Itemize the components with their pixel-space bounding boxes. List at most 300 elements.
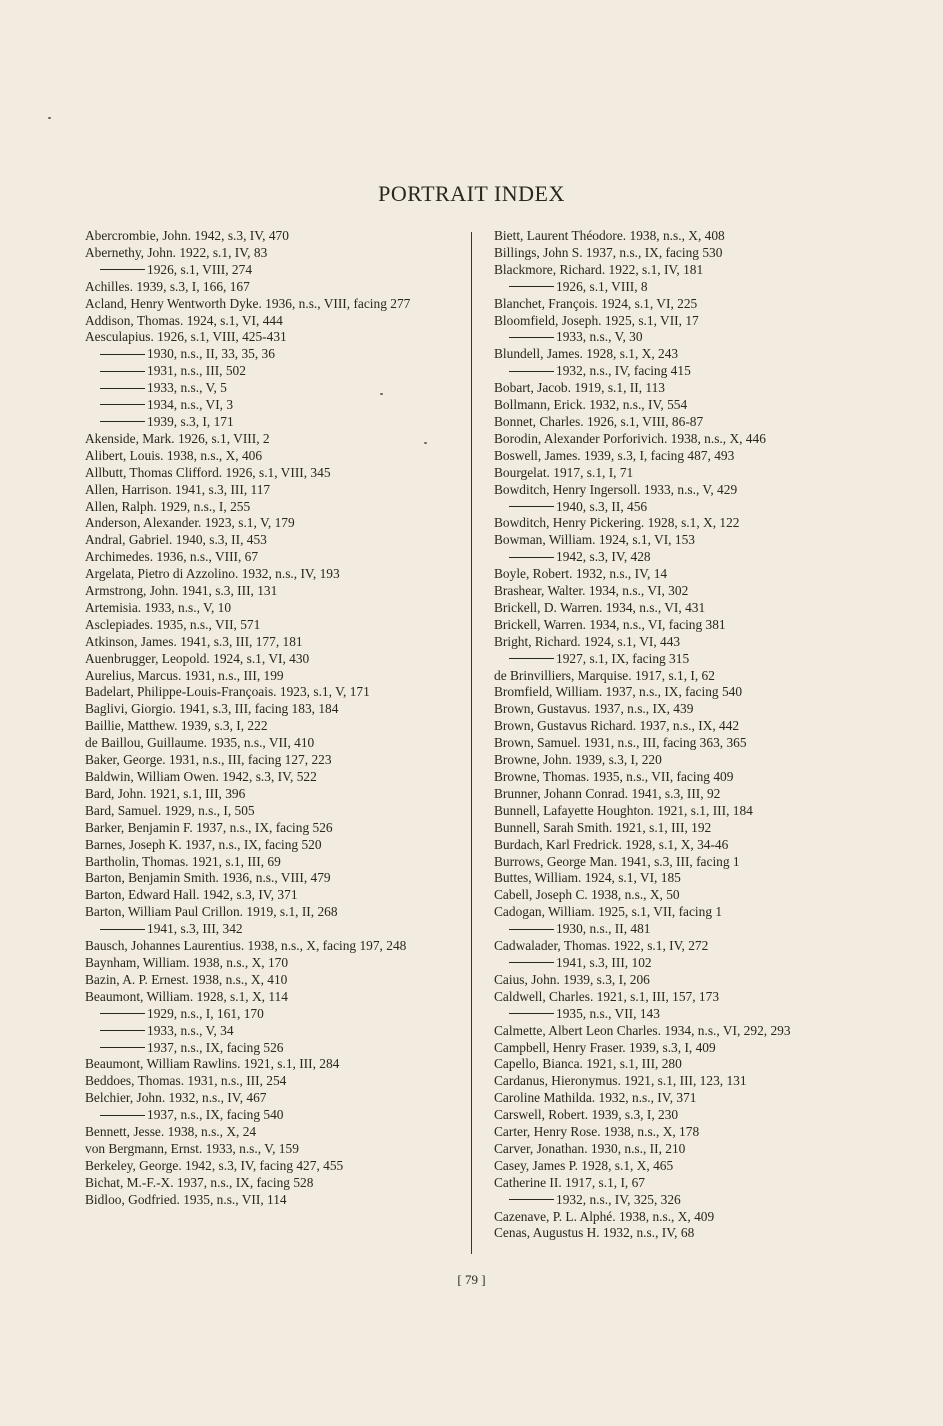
entry-reference: 1929, n.s., I, 255 — [160, 498, 251, 514]
entry-name: Carver, Jonathan. — [494, 1140, 588, 1156]
index-subentry — [85, 1023, 450, 1040]
entry-name: Boswell, James. — [494, 447, 581, 463]
entry-name: Browne, John. — [494, 752, 572, 768]
entry-reference: 1926, s.1, VIII, 425-431 — [157, 329, 287, 345]
index-entry — [85, 1158, 450, 1175]
entry-reference: 1932, n.s., IV, 68 — [603, 1225, 695, 1241]
entry-reference: 1932, n.s., IV, 193 — [241, 566, 340, 582]
entry-name: Addison, Thomas. — [85, 312, 184, 328]
index-entry — [494, 735, 862, 752]
index-entry — [494, 313, 862, 330]
ditto-rule — [509, 929, 554, 930]
entry-reference: 1938, n.s., X, 408 — [629, 228, 725, 243]
entry-name: Cazenave, P. L. Alphé. — [494, 1208, 616, 1224]
index-entry — [85, 296, 450, 313]
entry-name: Borodin, Alexander Porforivich. — [494, 430, 668, 446]
entry-name: Boyle, Robert. — [494, 566, 573, 582]
entry-reference: 1938, n.s., X, 406 — [166, 447, 263, 463]
ditto-rule — [509, 286, 554, 287]
entry-reference: 1934, n.s., VI, facing 381 — [589, 616, 726, 632]
entry-name: Auenbrugger, Leopold. — [85, 650, 210, 666]
ditto-rule — [509, 371, 554, 372]
entry-reference: 1924, s.1, VI, 443 — [584, 633, 681, 649]
entry-reference: 1921, s.1, III, 192 — [615, 819, 712, 835]
entry-name: Caldwell, Charles. — [494, 988, 594, 1004]
ditto-rule — [100, 354, 145, 355]
index-subentry — [85, 363, 450, 380]
entry-reference: 1937, n.s., IX, facing 540 — [147, 1107, 284, 1123]
entry-name: Blundell, James. — [494, 346, 583, 362]
entry-name: Barnes, Joseph K. — [85, 836, 182, 852]
entry-name: Casey, James P. — [494, 1157, 578, 1173]
entry-reference: 1924, s.1, VI, 444 — [186, 312, 283, 328]
entry-reference: 1924, s.1, VI, 153 — [598, 532, 695, 548]
entry-reference: 1931, n.s., III, facing 127, 223 — [169, 752, 332, 768]
entry-reference: 1932, n.s., IV, facing 415 — [556, 363, 691, 379]
index-entry — [85, 769, 450, 786]
entry-name: Brashear, Walter. — [494, 583, 586, 599]
index-entry — [494, 938, 862, 955]
index-subentry — [494, 651, 862, 668]
entry-name: Belchier, John. — [85, 1090, 166, 1106]
entry-name: Aurelius, Marcus. — [85, 667, 182, 683]
entry-name: Anderson, Alexander. — [85, 515, 202, 531]
entry-reference: 1933, n.s., V, 30 — [556, 329, 643, 345]
entry-name: Baldwin, William Owen. — [85, 769, 219, 784]
index-entry — [85, 701, 450, 718]
entry-name: Bollmann, Erick. — [494, 397, 586, 413]
index-subentry — [494, 363, 862, 380]
entry-reference: 1942, s.3, IV, 522 — [222, 769, 317, 784]
entry-reference: 1939, s.3, I, 222 — [180, 718, 268, 734]
index-entry — [494, 820, 862, 837]
entry-reference: 1936, n.s., VIII, facing 277 — [265, 295, 411, 311]
entry-reference: 1939, s.3, I, 230 — [591, 1107, 679, 1123]
entry-reference: 1932, n.s., IV, 467 — [168, 1090, 267, 1106]
entry-reference: 1919, s.1, II, 268 — [246, 904, 338, 920]
ditto-rule — [509, 1199, 554, 1200]
entry-reference: 1935, n.s., VII, facing 409 — [592, 769, 734, 784]
entry-reference: 1935, n.s., VII, 114 — [183, 1191, 287, 1207]
entry-reference: 1934, n.s., VI, 431 — [605, 599, 706, 615]
index-entry — [85, 515, 450, 532]
entry-reference: 1934, n.s., VI, 302 — [588, 583, 689, 599]
entry-reference: 1941, s.3, III, facing 1 — [620, 853, 740, 869]
entry-reference: 1933, n.s., V, 429 — [643, 481, 738, 497]
entry-name: Acland, Henry Wentworth Dyke. — [85, 295, 262, 311]
print-speck — [380, 393, 383, 395]
entry-reference: 1926, s.1, VIII, 2 — [177, 430, 270, 446]
entry-reference: 1921, s.1, III, 123, 131 — [624, 1073, 747, 1089]
entry-reference: 1930, n.s., II, 210 — [590, 1140, 686, 1156]
entry-name: Brown, Samuel. — [494, 735, 581, 751]
ditto-rule — [100, 1030, 145, 1031]
entry-name: Beaumont, William Rawlins. — [85, 1056, 241, 1072]
entry-reference: 1926, s.1, VIII, 8 — [556, 278, 648, 294]
index-entry — [494, 972, 862, 989]
entry-reference: 1942, s.3, IV, 470 — [194, 228, 289, 243]
entry-reference: 1941, s.3, III, 92 — [631, 785, 721, 801]
index-entry — [85, 600, 450, 617]
entry-name: Cadogan, William. — [494, 904, 595, 920]
entry-reference: 1923, s.1, V, 179 — [204, 515, 295, 531]
entry-reference: 1941, s.3, III, 342 — [147, 921, 243, 937]
entry-reference: 1935, n.s., VII, 143 — [556, 1005, 660, 1021]
index-entry — [494, 583, 862, 600]
entry-reference: 1937, n.s., IX, facing 540 — [605, 684, 743, 700]
index-entry — [494, 870, 862, 887]
entry-reference: 1926, s.1, VIII, 345 — [225, 464, 331, 480]
entry-reference: 1922, s.1, IV, 181 — [608, 261, 704, 277]
entry-reference: 1930, n.s., II, 33, 35, 36 — [147, 346, 275, 362]
entry-reference: 1932, n.s., IV, 325, 326 — [556, 1191, 681, 1207]
index-subentry — [494, 549, 862, 566]
index-entry — [85, 1124, 450, 1141]
index-entry — [494, 1158, 862, 1175]
entry-name: Atkinson, James. — [85, 633, 177, 649]
entry-name: Achilles. — [85, 278, 133, 294]
ditto-rule — [509, 506, 554, 507]
entry-name: Bartholin, Thomas. — [85, 853, 189, 869]
entry-name: Bichat, M.-F.-X. — [85, 1174, 174, 1190]
index-entry — [494, 431, 862, 448]
ditto-rule — [509, 557, 554, 558]
print-speck — [48, 117, 51, 119]
entry-reference: 1926, s.1, VIII, 86-87 — [587, 413, 704, 429]
index-entry — [85, 1090, 450, 1107]
index-entry — [494, 1040, 862, 1057]
entry-reference: 1923, s.1, V, 171 — [279, 684, 370, 700]
entry-name: Cadwalader, Thomas. — [494, 938, 611, 954]
entry-reference: 1924, s.1, VI, 185 — [584, 870, 681, 886]
index-entry — [494, 1225, 862, 1242]
index-entry — [85, 228, 450, 245]
entry-reference: 1925, s.1, VII, facing 1 — [598, 904, 723, 920]
entry-name: Billings, John S. — [494, 244, 583, 260]
entry-reference: 1939, s.3, I, 409 — [629, 1039, 716, 1055]
index-entry — [85, 972, 450, 989]
index-entry — [494, 752, 862, 769]
ditto-rule — [100, 929, 145, 930]
entry-reference: 1937, n.s., IX, facing 520 — [185, 836, 322, 852]
entry-name: Asclepiades. — [85, 616, 154, 632]
index-entry — [85, 854, 450, 871]
entry-name: Bazin, A. P. Ernest. — [85, 971, 189, 987]
entry-reference: 1941, s.3, III, 117 — [175, 481, 271, 497]
index-subentry — [494, 921, 862, 938]
entry-reference: 1928, s.1, X, 243 — [586, 346, 679, 362]
index-subentry — [85, 346, 450, 363]
index-entry — [494, 397, 862, 414]
print-speck — [424, 442, 427, 444]
entry-reference: 1931, n.s., III, 502 — [147, 363, 246, 379]
entry-reference: 1937, n.s., IX, 439 — [593, 701, 694, 717]
entry-reference: 1939, s.3, I, 220 — [575, 752, 662, 768]
index-entry — [494, 566, 862, 583]
ditto-rule — [509, 337, 554, 338]
entry-reference: 1917, s.1, I, 71 — [553, 464, 634, 480]
entry-reference: 1941, s.3, III, 102 — [556, 954, 652, 970]
entry-reference: 1938, n.s., X, facing 197, 248 — [247, 938, 407, 954]
entry-name: Brickell, Warren. — [494, 616, 587, 632]
entry-name: Carswell, Robert. — [494, 1107, 589, 1123]
entry-name: Barton, Benjamin Smith. — [85, 870, 219, 886]
index-entry — [494, 786, 862, 803]
entry-name: Baglivi, Giorgio. — [85, 701, 176, 717]
index-subentry — [85, 262, 450, 279]
index-subentry — [494, 329, 862, 346]
entry-name: de Brinvilliers, Marquise. — [494, 667, 632, 683]
entry-reference: 1937, n.s., IX, facing 526 — [147, 1039, 284, 1055]
index-column-left — [85, 228, 450, 1209]
index-entry — [85, 651, 450, 668]
entry-name: Bloomfield, Joseph. — [494, 312, 602, 328]
entry-reference: 1927, s.1, IX, facing 315 — [556, 650, 690, 666]
entry-name: Argelata, Pietro di Azzolino. — [85, 566, 239, 582]
index-entry — [85, 752, 450, 769]
entry-reference: 1941, s.3, III, 177, 181 — [180, 633, 303, 649]
entry-name: Brown, Gustavus Richard. — [494, 718, 637, 734]
index-entry — [494, 532, 862, 549]
index-entry — [85, 313, 450, 330]
ditto-rule — [509, 658, 554, 659]
entry-name: Beaumont, William. — [85, 988, 194, 1004]
index-entry — [494, 887, 862, 904]
entry-name: Caius, John. — [494, 971, 560, 987]
entry-name: Barton, William Paul Crillon. — [85, 904, 244, 920]
index-entry — [494, 1023, 862, 1040]
entry-name: Barton, Edward Hall. — [85, 887, 200, 903]
index-entry — [85, 870, 450, 887]
entry-name: Bard, John. — [85, 785, 147, 801]
index-entry — [85, 820, 450, 837]
column-divider — [471, 232, 472, 1254]
index-entry — [494, 701, 862, 718]
entry-name: Brown, Gustavus. — [494, 701, 591, 717]
entry-name: Bowditch, Henry Ingersoll. — [494, 481, 641, 497]
entry-reference: 1928, s.1, X, 34-46 — [625, 836, 729, 852]
entry-reference: 1929, n.s., I, 505 — [164, 802, 255, 818]
entry-reference: 1936, n.s., VIII, 479 — [222, 870, 331, 886]
entry-name: Brunner, Johann Conrad. — [494, 785, 629, 801]
entry-name: Bourgelat. — [494, 464, 550, 480]
index-entry — [494, 346, 862, 363]
index-subentry — [85, 397, 450, 414]
index-entry — [85, 1056, 450, 1073]
entry-reference: 1934, n.s., VI, 3 — [147, 397, 234, 413]
entry-reference: 1924, s.1, VI, 430 — [213, 650, 310, 666]
entry-reference: 1932, n.s., IV, 14 — [575, 566, 668, 582]
entry-reference: 1933, n.s., V, 5 — [147, 380, 227, 396]
index-entry — [494, 854, 862, 871]
index-entry — [494, 1073, 862, 1090]
entry-reference: 1938, n.s., X, 170 — [192, 954, 289, 970]
entry-name: Abernethy, John. — [85, 244, 176, 260]
entry-reference: 1928, s.1, X, 122 — [647, 515, 740, 531]
entry-reference: 1921, s.1, III, 280 — [586, 1056, 682, 1072]
index-subentry — [85, 1006, 450, 1023]
index-entry — [85, 617, 450, 634]
index-entry — [85, 1141, 450, 1158]
ditto-rule — [100, 269, 145, 270]
entry-name: Akenside, Mark. — [85, 430, 175, 446]
entry-name: Cenas, Augustus H. — [494, 1225, 600, 1241]
entry-name: Capello, Bianca. — [494, 1056, 583, 1072]
entry-reference: 1934, n.s., VI, 292, 293 — [664, 1022, 791, 1038]
entry-reference: 1938, n.s., X, 446 — [670, 430, 766, 446]
ditto-rule — [100, 421, 145, 422]
index-entry — [494, 1107, 862, 1124]
entry-name: Burdach, Karl Fredrick. — [494, 836, 622, 852]
ditto-rule — [509, 1013, 554, 1014]
index-entry — [85, 1073, 450, 1090]
index-entry — [85, 718, 450, 735]
entry-name: Bright, Richard. — [494, 633, 581, 649]
entry-name: Archimedes. — [85, 549, 154, 565]
index-entry — [494, 515, 862, 532]
entry-reference: 1921, s.1, III, 69 — [191, 853, 281, 869]
index-entry — [85, 465, 450, 482]
entry-name: de Baillou, Guillaume. — [85, 735, 207, 751]
entry-name: Armstrong, John. — [85, 583, 179, 599]
index-entry — [494, 1175, 862, 1192]
entry-reference: 1921, s.1, III, 157, 173 — [596, 988, 720, 1004]
entry-reference: 1938, n.s., X, 410 — [192, 971, 288, 987]
entry-name: Bidloo, Godfried. — [85, 1191, 180, 1207]
index-entry — [494, 769, 862, 786]
index-entry — [494, 448, 862, 465]
entry-reference: 1917, s.1, I, 67 — [565, 1174, 646, 1190]
index-entry — [85, 566, 450, 583]
index-entry — [494, 837, 862, 854]
index-entry — [85, 955, 450, 972]
entry-reference: 1938, n.s., X, 178 — [603, 1124, 700, 1140]
entry-name: Bowman, William. — [494, 532, 596, 548]
entry-name: Burrows, George Man. — [494, 853, 618, 869]
index-entry — [494, 617, 862, 634]
ditto-rule — [100, 1115, 145, 1116]
entry-name: Alibert, Louis. — [85, 447, 164, 463]
ditto-rule — [509, 962, 554, 963]
entry-name: Bunnell, Lafayette Houghton. — [494, 802, 654, 818]
index-entry — [494, 989, 862, 1006]
entry-reference: 1921, s.1, III, 396 — [149, 785, 246, 801]
entry-name: Barker, Benjamin F. — [85, 819, 193, 835]
entry-name: Baillie, Matthew. — [85, 718, 178, 734]
index-subentry — [494, 499, 862, 516]
entry-name: Brickell, D. Warren. — [494, 599, 603, 615]
index-subentry — [494, 1192, 862, 1209]
index-entry — [494, 634, 862, 651]
index-entry — [85, 668, 450, 685]
entry-reference: 1939, s.3, I, 166, 167 — [136, 278, 250, 294]
index-entry — [85, 431, 450, 448]
index-entry — [85, 583, 450, 600]
entry-reference: 1937, n.s., IX, facing 528 — [176, 1174, 314, 1190]
index-entry — [85, 938, 450, 955]
entry-reference: 1942, s.3, IV, 371 — [202, 887, 298, 903]
index-entry — [494, 262, 862, 279]
entry-name: Beddoes, Thomas. — [85, 1073, 185, 1089]
entry-reference: 1928, s.1, X, 465 — [581, 1157, 674, 1173]
entry-name: Bennett, Jesse. — [85, 1124, 165, 1140]
index-entry — [85, 448, 450, 465]
index-entry — [85, 904, 450, 921]
index-entry — [85, 1175, 450, 1192]
entry-reference: 1939, s.3, I, facing 487, 493 — [584, 447, 735, 463]
entry-name: Bromfield, William. — [494, 684, 603, 700]
entry-name: Artemisia. — [85, 599, 142, 615]
entry-reference: 1940, s.3, II, 453 — [175, 532, 267, 548]
entry-name: Carter, Henry Rose. — [494, 1124, 601, 1140]
entry-reference: 1937, n.s., IX, 442 — [639, 718, 740, 734]
index-entry — [494, 668, 862, 685]
index-entry — [494, 465, 862, 482]
index-entry — [85, 532, 450, 549]
entry-reference: 1942, s.3, IV, facing 427, 455 — [185, 1157, 344, 1173]
page-number: [ 79 ] — [457, 1272, 486, 1287]
ditto-rule — [100, 1013, 145, 1014]
index-entry — [494, 296, 862, 313]
entry-name: Browne, Thomas. — [494, 769, 590, 784]
index-entry — [494, 245, 862, 262]
entry-reference: 1936, n.s., VIII, 67 — [156, 549, 259, 565]
entry-name: Baynham, William. — [85, 954, 190, 970]
index-entry — [494, 904, 862, 921]
entry-reference: 1935, n.s., VII, 571 — [156, 616, 261, 632]
index-entry — [494, 1090, 862, 1107]
ditto-rule — [100, 388, 145, 389]
index-entry — [85, 887, 450, 904]
index-entry — [494, 380, 862, 397]
entry-name: Andral, Gabriel. — [85, 532, 173, 548]
entry-name: Catherine II. — [494, 1174, 562, 1190]
entry-reference: 1941, s.3, III, 131 — [181, 583, 278, 599]
index-entry — [85, 482, 450, 499]
entry-reference: 1938, n.s., X, 50 — [591, 887, 680, 903]
entry-name: Allbutt, Thomas Clifford. — [85, 464, 223, 480]
index-subentry — [494, 1006, 862, 1023]
entry-reference: 1921, s.1, III, 184 — [657, 802, 753, 818]
entry-reference: 1931, n.s., III, 199 — [184, 667, 284, 683]
ditto-rule — [100, 371, 145, 372]
entry-reference: 1939, s.3, I, 206 — [563, 971, 650, 987]
index-entry — [85, 989, 450, 1006]
entry-reference: 1930, n.s., II, 481 — [556, 921, 651, 937]
index-entry — [85, 735, 450, 752]
index-entry — [494, 228, 862, 245]
entry-reference: 1938, n.s., X, 24 — [167, 1124, 257, 1140]
index-entry — [85, 634, 450, 651]
entry-name: Campbell, Henry Fraser. — [494, 1039, 626, 1055]
entry-name: Bonnet, Charles. — [494, 413, 584, 429]
entry-reference: 1926, s.1, VIII, 274 — [147, 261, 253, 277]
entry-reference: 1942, s.3, IV, 428 — [556, 549, 651, 565]
entry-name: Biett, Laurent Théodore. — [494, 228, 627, 243]
entry-name: Cabell, Joseph C. — [494, 887, 588, 903]
index-entry — [494, 1056, 862, 1073]
page-title: PORTRAIT INDEX — [378, 181, 565, 206]
entry-reference: 1939, s.3, I, 171 — [147, 413, 234, 429]
entry-reference: 1937, n.s., IX, facing 526 — [196, 819, 333, 835]
entry-name: Cardanus, Hieronymus. — [494, 1073, 621, 1089]
entry-name: Bunnell, Sarah Smith. — [494, 819, 613, 835]
entry-reference: 1933, n.s., V, 34 — [147, 1022, 234, 1038]
index-subentry — [494, 955, 862, 972]
entry-name: Blackmore, Richard. — [494, 261, 606, 277]
entry-name: Aesculapius. — [85, 329, 154, 345]
index-entry — [494, 718, 862, 735]
